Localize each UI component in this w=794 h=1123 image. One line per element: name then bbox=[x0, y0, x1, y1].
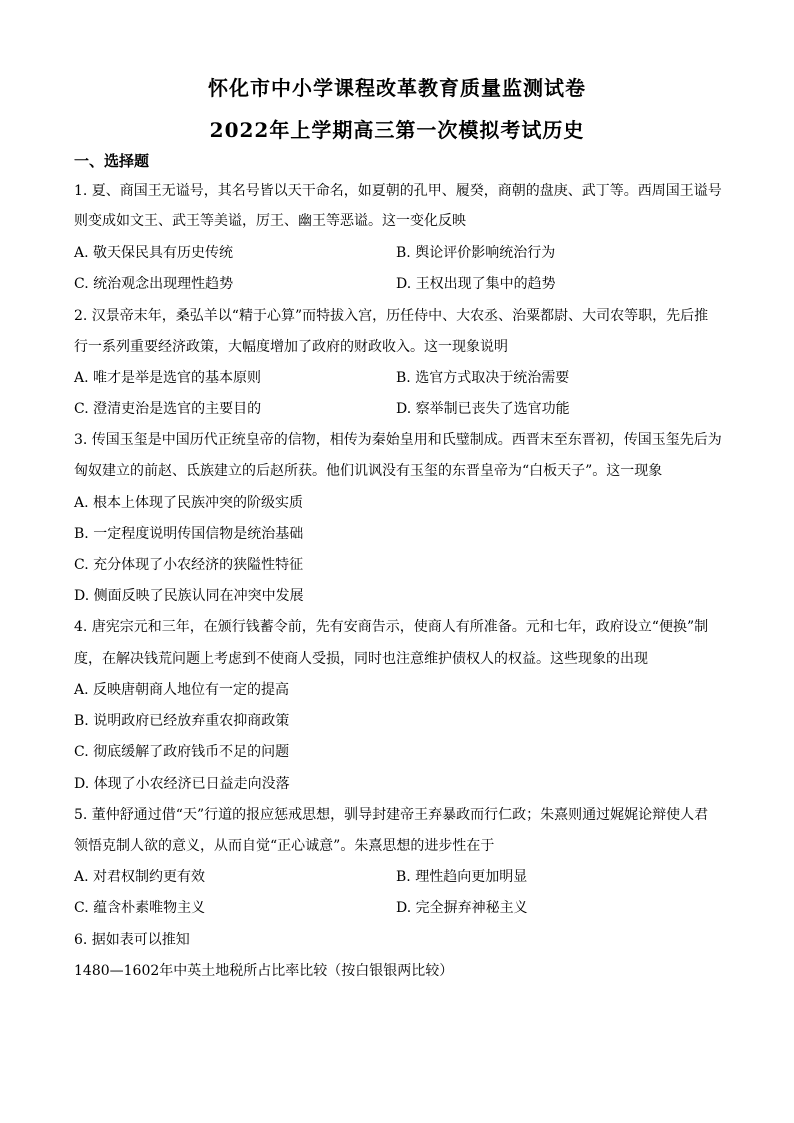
question-2-option-d: D. 察举制已丧失了选官功能 bbox=[396, 401, 570, 417]
question-4-option-a: A. 反映唐朝商人地位有一定的提高 bbox=[74, 682, 290, 698]
question-4-stem-line-1: 4. 唐宪宗元和三年，在颁行钱蓄令前，先有安商告示，使商人有所准备。元和七年，政府设立“便换”制 bbox=[74, 619, 709, 635]
question-2-stem-line-1: 2. 汉景帝末年，桑弘羊以“精于心算”而特拔入宫，历任侍中、大农丞、治粟都尉、大司农等职，先后推 bbox=[74, 308, 709, 324]
question-1-option-b: B. 舆论评价影响统治行为 bbox=[396, 245, 556, 261]
section-heading: 一、选择题 bbox=[74, 152, 150, 170]
question-6-stem-line-1: 6. 据如表可以推知 bbox=[74, 932, 190, 948]
question-4-option-c: C. 彻底缓解了政府钱币不足的问题 bbox=[74, 744, 290, 760]
question-5-option-c: C. 蕴含朴素唯物主义 bbox=[74, 900, 206, 916]
question-3-stem-line-1: 3. 传国玉玺是中国历代正统皇帝的信物，相传为秦始皇用和氏璧制成。西晋末至东晋初，传国玉玺先后为 bbox=[74, 432, 722, 448]
question-5-option-a: A. 对君权制约更有效 bbox=[74, 869, 206, 885]
question-4-option-b: B. 说明政府已经放弃重农抑商政策 bbox=[74, 713, 290, 729]
question-6-table-caption: 1480—1602年中英土地税所占比率比较（按白银银两比较） bbox=[74, 963, 454, 979]
exam-subtitle: 2022年上学期高三第一次模拟考试历史 bbox=[209, 118, 585, 142]
question-5-stem-line-2: 领悟克制人欲的意义，从而自觉“正心诚意”。朱熹思想的进步性在于 bbox=[74, 838, 495, 854]
question-1-option-c: C. 统治观念出现理性趋势 bbox=[74, 276, 234, 292]
question-2-option-a: A. 唯才是举是选官的基本原则 bbox=[74, 370, 262, 386]
question-5-stem-line-1: 5. 董仲舒通过借“天”行道的报应惩戒思想，驯导封建帝王弃暴政而行仁政；朱熹则通过娓娓论辩使人君 bbox=[74, 807, 709, 823]
question-3-option-b: B. 一定程度说明传国信物是统治基础 bbox=[74, 526, 304, 542]
question-5-option-d: D. 完全摒弃神秘主义 bbox=[396, 900, 528, 916]
question-3-option-d: D. 侧面反映了民族认同在冲突中发展 bbox=[74, 588, 304, 604]
question-1-stem-line-2: 则变成如文王、武王等美谥，厉王、幽王等恶谥。这一变化反映 bbox=[74, 213, 466, 229]
question-2-option-c: C. 澄清吏治是选官的主要目的 bbox=[74, 401, 262, 417]
question-2-option-b: B. 选官方式取决于统治需要 bbox=[396, 370, 570, 386]
exam-title: 怀化市中小学课程改革教育质量监测试卷 bbox=[208, 76, 586, 100]
question-3-stem-line-2: 匈奴建立的前赵、氐族建立的后赵所获。他们讥讽没有玉玺的东晋皇帝为“白板天子”。这一现象 bbox=[74, 463, 663, 479]
question-3-option-a: A. 根本上体现了民族冲突的阶级实质 bbox=[74, 495, 304, 511]
question-1-option-a: A. 敬天保民具有历史传统 bbox=[74, 245, 234, 261]
question-1-option-d: D. 王权出现了集中的趋势 bbox=[396, 276, 556, 292]
question-4-option-d: D. 体现了小农经济已日益走向没落 bbox=[74, 776, 290, 792]
question-5-option-b: B. 理性趋向更加明显 bbox=[396, 869, 528, 885]
question-3-option-c: C. 充分体现了小农经济的狭隘性特征 bbox=[74, 557, 304, 573]
question-1-stem-line-1: 1. 夏、商国王无谥号，其名号皆以天干命名，如夏朝的孔甲、履癸，商朝的盘庚、武丁等。西周国王谥号 bbox=[74, 183, 722, 199]
question-2-stem-line-2: 行一系列重要经济政策，大幅度增加了政府的财政收入。这一现象说明 bbox=[74, 339, 508, 355]
question-4-stem-line-2: 度，在解决钱荒问题上考虑到不使商人受损，同时也注意维护债权人的权益。这些现象的出现 bbox=[74, 651, 648, 667]
